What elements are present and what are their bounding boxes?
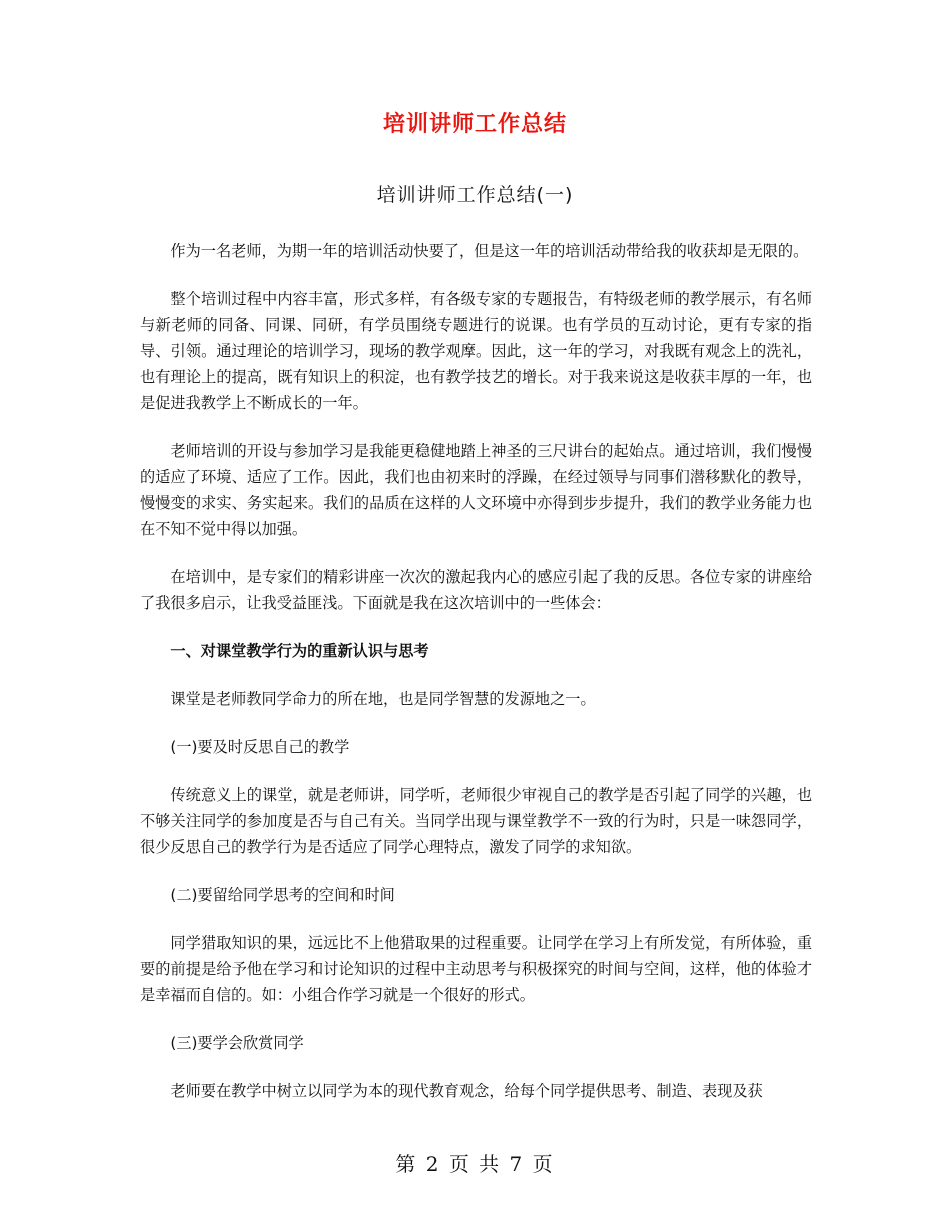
page-number: 第 2 页 共 7 页 (395, 1152, 555, 1176)
paragraph: 传统意义上的课堂，就是老师讲，同学听，老师很少审视自己的教学是否引起了同学的兴趣，也不够关注同学的参加度是否与自己有关。当同学出现与课堂教学不一致的行为时，只是一味怨同学，很少反思自己的教学行为是否适应了同学心理特点，激发了同学的求知欲。 (140, 786, 812, 856)
paragraph: 整个培训过程中内容丰富，形式多样，有各级专家的专题报告，有特级老师的教学展示，有名师与新老师的同备、同课、同研，有学员围绕专题进行的说课。也有学员的互动讨论，更有专家的指导、引领。通过理论的培训学习，现场的教学观摩。因此，这一年的学习，对我既有观念上的洗礼，也有理论上的提高，既有知识上的积淀，也有教学技艺的增长。对于我来说这是收获丰厚的一年，也是促进我教学上不断成长的一年。 (140, 290, 812, 412)
subheading-paragraph: (二)要留给同学思考的空间和时间 (170, 886, 395, 904)
document-subtitle: 培训讲师工作总结(一) (376, 184, 574, 206)
paragraph: 老师要在教学中树立以同学为本的现代教育观念，给每个同学提供思考、制造、表现及获 (170, 1082, 763, 1100)
paragraph: 在培训中，是专家们的精彩讲座一次次的激起我内心的感应引起了我的反思。各位专家的讲座给了我很多启示，让我受益匪浅。下面就是我在这次培训中的一些体会： (140, 568, 812, 612)
paragraph: 老师培训的开设与参加学习是我能更稳健地踏上神圣的三尺讲台的起始点。通过培训，我们慢慢的适应了环境、适应了工作。因此，我们也由初来时的浮躁，在经过领导与同事们潜移默化的教导，慢慢变的求实、务实起来。我们的品质在这样的人文环境中亦得到步步提升，我们的教学业务能力也在不知不觉中得以加强。 (140, 442, 812, 538)
document-body (140, 238, 812, 1126)
subheading-paragraph: (一)要及时反思自己的教学 (170, 738, 350, 756)
paragraph: 课堂是老师教同学命力的所在地，也是同学智慧的发源地之一。 (170, 690, 596, 708)
subheading-paragraph: (三)要学会欣赏同学 (170, 1034, 304, 1052)
paragraph: 作为一名老师，为期一年的培训活动快要了，但是这一年的培训活动带给我的收获却是无限的。 (170, 242, 809, 260)
paragraph: 同学猎取知识的果，远远比不上他猎取果的过程重要。让同学在学习上有所发觉，有所体验，重要的前提是给予他在学习和讨论知识的过程中主动思考与积极探究的时间与空间，这样，他的体验才是幸福而自信的。如：小组合作学习就是一个很好的形式。 (140, 934, 812, 1004)
section-heading: 一、对课堂教学行为的重新认识与思考 (170, 642, 429, 660)
document-title: 培训讲师工作总结 (382, 112, 567, 137)
